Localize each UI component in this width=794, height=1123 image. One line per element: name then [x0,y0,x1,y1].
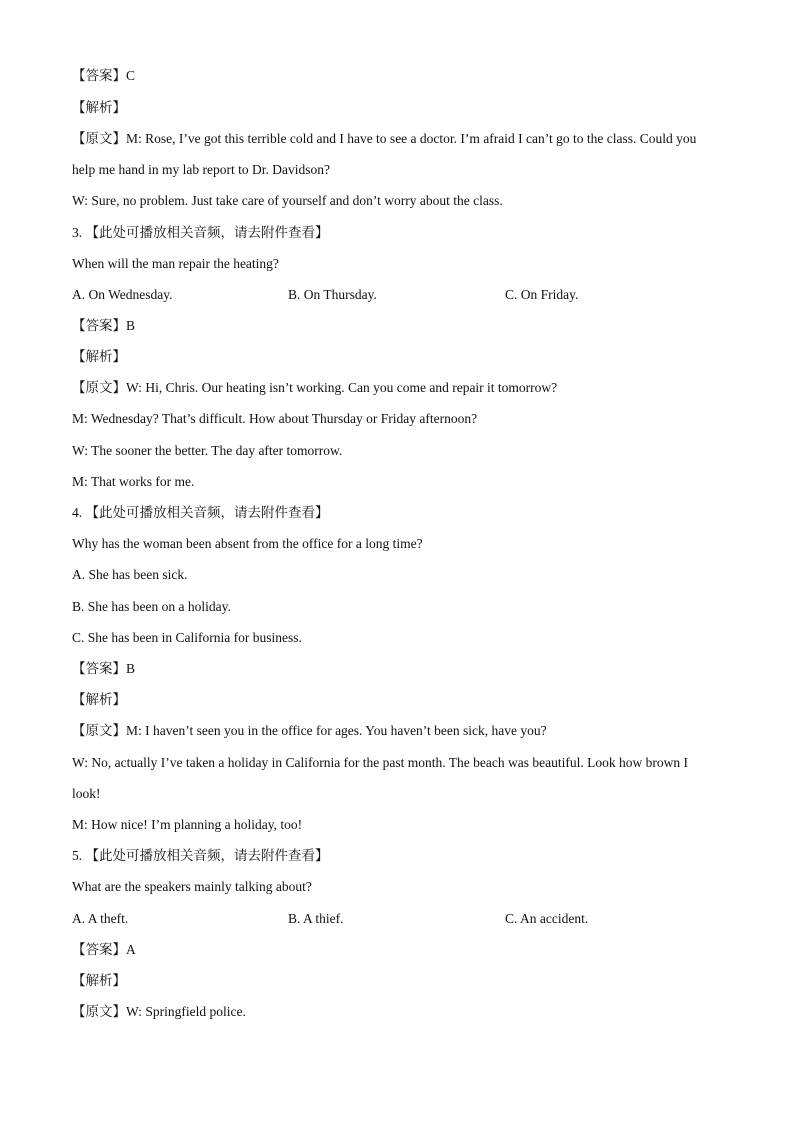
transcript-line: W: No, actually I’ve taken a holiday in California for the past month. The beach was beautiful. Look how brown I [72,755,688,770]
answer-label: 【答案】B [72,661,136,676]
transcript-line: M: That works for me. [72,474,195,489]
transcript-line: help me hand in my lab report to Dr. Davidson? [72,162,330,177]
transcript-line: 【原文】M: I haven’t seen you in the office for ages. You haven’t been sick, have you? [72,723,547,738]
transcript-line: 【原文】W: Springfield police. [72,1004,246,1019]
answer-label: 【答案】A [72,942,136,957]
transcript-line: W: The sooner the better. The day after tomorrow. [72,443,343,458]
option-a: A. A theft. [72,911,129,926]
option-a: A. She has been sick. [72,567,188,582]
question-heading: 4. 【此处可播放相关音频，请去附件查看】 [72,505,329,520]
option-c: C. An accident. [505,911,589,926]
transcript-line: look! [72,786,101,801]
option-b: B. She has been on a holiday. [72,599,231,614]
analysis-label: 【解析】 [72,692,126,707]
analysis-label: 【解析】 [72,973,126,988]
option-c: C. She has been in California for business. [72,630,302,645]
transcript-line: M: Wednesday? That’s difficult. How about Thursday or Friday afternoon? [72,411,478,426]
option-c: C. On Friday. [505,287,579,302]
transcript-line: 【原文】W: Hi, Chris. Our heating isn’t working. Can you come and repair it tomorrow? [72,380,558,395]
option-b: B. On Thursday. [288,287,377,302]
transcript-line: 【原文】M: Rose, I’ve got this terrible cold and I have to see a doctor. I’m afraid I can’t go to the class. Could you [72,131,697,146]
analysis-label: 【解析】 [72,349,126,364]
option-a: A. On Wednesday. [72,287,173,302]
answer-label: 【答案】C [72,68,136,83]
analysis-label: 【解析】 [72,100,126,115]
transcript-line: W: Sure, no problem. Just take care of yourself and don’t worry about the class. [72,193,503,208]
question-heading: 3. 【此处可播放相关音频，请去附件查看】 [72,225,329,240]
option-b: B. A thief. [288,911,344,926]
question-text: Why has the woman been absent from the office for a long time? [72,536,423,551]
question-heading: 5. 【此处可播放相关音频，请去附件查看】 [72,848,329,863]
transcript-line: M: How nice! I’m planning a holiday, too! [72,817,303,832]
question-text: When will the man repair the heating? [72,256,279,271]
question-text: What are the speakers mainly talking about? [72,879,312,894]
answer-label: 【答案】B [72,318,136,333]
